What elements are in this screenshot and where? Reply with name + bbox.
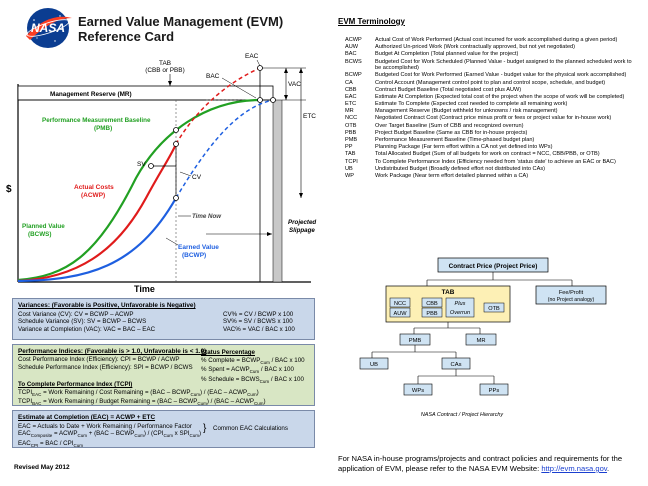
term-abbr: ETC — [345, 101, 357, 108]
term-otb — [345, 123, 635, 130]
term-abbr: PMB — [345, 137, 358, 144]
svg-text:WPs: WPs — [411, 388, 425, 394]
svg-text:OTB: OTB — [488, 306, 500, 312]
evm-website-note: For NASA in-house programs/projects and contract policies and requirements for the application of EVM, please refer to the NASA EVM Website: http://evm.nasa.gov. — [338, 454, 623, 473]
title-line-2: Reference Card — [78, 29, 175, 44]
pmb-abbr: (PMB) — [94, 125, 113, 132]
term-definition: Undistributed Budget (Broadly defined effort not distributed into CAs) — [375, 165, 545, 172]
term-definition: Contract Budget Baseline (Total negotiated cost plus AUW) — [375, 86, 522, 93]
term-pmb — [345, 137, 635, 144]
term-definition: Budget At Completion (Total planned value for the project) — [375, 51, 519, 58]
term-abbr: AUW — [345, 44, 359, 51]
term-abbr: MR — [345, 108, 354, 115]
pv-abbr: (BCWS) — [28, 231, 52, 238]
term-definition: Budgeted Cost for Work Performed (Earned Value - budget value for the physical work accomplished) — [375, 72, 627, 79]
svg-text:MR: MR — [476, 338, 486, 344]
terminology-list — [345, 37, 635, 180]
eac-box — [12, 410, 315, 448]
term-definition: Actual Cost of Work Performed (Actual cost incurred for work accomplished during a given period) — [375, 37, 618, 43]
term-ca — [345, 80, 635, 87]
term-ub — [345, 166, 635, 173]
term-abbr: BAC — [345, 51, 357, 58]
ev-label: Earned Value — [178, 244, 219, 251]
mr-label: Management Reserve (MR) — [50, 91, 132, 98]
bac-label: BAC — [206, 73, 220, 80]
svg-text:TAB: TAB — [441, 289, 455, 296]
page-title — [78, 14, 283, 44]
eac-formula-1: EAC = Actuals to Date + Work Remaining / Performance Factor — [18, 422, 192, 430]
eac-formula-2: $EAC_{Composite}$ = $ACWP_{Cum} + (BAC$ – $BCWP_{Cum}) / (CPI_{Cum}$ x $SPI_{Cum}$) — [18, 430, 202, 439]
cpi-formula: Cost Performance Index (Efficiency): CPI = BCWP / ACWP — [18, 356, 180, 363]
term-definition: Negotiated Contract Cost (Contract price minus profit or fees or project value for in-house work) — [375, 115, 612, 122]
svg-text:Overrun: Overrun — [449, 310, 471, 316]
cv-label: CV — [192, 174, 202, 181]
evm-website-link[interactable]: http://evm.nasa.gov — [541, 464, 608, 473]
term-cbb — [345, 87, 635, 94]
svg-text:Plus: Plus — [454, 301, 466, 307]
ev-abbr: (BCWP) — [182, 252, 207, 259]
svg-text:PBB: PBB — [426, 311, 438, 317]
ac-label: Actual Costs — [74, 184, 114, 191]
time-now-label: Time Now — [192, 213, 222, 220]
term-abbr: EAC — [345, 93, 357, 100]
nasa-logo — [22, 6, 74, 50]
eac-formula-3: $EAC_{CPI}$ = BAC / $CPI_{Cum}$ — [18, 440, 84, 449]
projected-label: Projected — [288, 219, 317, 226]
eac-heading: Estimate at Completion (EAC) = ACWP + ETC — [18, 414, 156, 421]
variance-row: Variance at Completion (VAC): VAC = BAC – EAC VAC% = VAC / BAC x 100 — [18, 325, 295, 333]
term-definition: Over Target Baseline (Sum of CBB and recognized overrun) — [375, 122, 524, 129]
term-pp — [345, 144, 635, 151]
acwp-point — [174, 142, 179, 147]
term-bac — [345, 51, 635, 58]
term-abbr: ACWP — [345, 37, 362, 43]
svg-text:CBB: CBB — [426, 301, 438, 307]
slippage-label: Slippage — [289, 227, 315, 234]
hierarchy-caption: NASA Contract / Project Hierarchy — [420, 412, 504, 418]
revised-date: Revised May 2012 — [14, 464, 70, 471]
variances-box — [12, 298, 315, 340]
sv-label: SV — [137, 161, 146, 168]
term-abbr: TCPI — [345, 158, 358, 165]
common-eac-label: Common EAC Calculations — [213, 425, 288, 432]
vac-label: VAC — [288, 81, 301, 88]
indices-heading: Performance Indices: (Favorable is > 1.0, Unfavorable is < 1.0) — [18, 348, 207, 355]
term-definition: Management Reserve (Budget withheld for unknowns / risk management) — [375, 108, 558, 115]
variances-heading: Variances: (Favorable is Positive, Unfavorable is Negative) — [18, 302, 196, 309]
ac-abbr: (ACWP) — [81, 192, 106, 199]
evm-chart — [6, 48, 328, 294]
term-definition: Performance Measurement Baseline (Time-phased budget plan) — [375, 137, 535, 144]
term-ncc — [345, 115, 635, 122]
term-auw — [345, 44, 635, 51]
term-abbr: CA — [345, 79, 353, 86]
term-definition: Work Package (Near term effort detailed planned within a CA) — [375, 172, 529, 179]
term-bcwp — [345, 72, 635, 79]
earned-value-projection — [176, 100, 273, 198]
term-pbb — [345, 130, 635, 137]
term-definition: Total Allocated Budget (Sum of all budgets for work on contract = NCC, CBB/PBB, or OTB) — [375, 151, 600, 158]
svg-text:PMB: PMB — [408, 338, 422, 344]
tab-sub-label: (CBB or PBB) — [145, 67, 185, 74]
planned-value-curve — [18, 100, 260, 280]
term-abbr: BCWS — [345, 58, 362, 65]
variance-row: Cost Variance (CV): CV = BCWP – ACWP CV% = CV / BCWP x 100 — [18, 310, 294, 318]
svg-text:AUW: AUW — [393, 311, 407, 317]
pmb-label: Performance Measurement Baseline — [42, 117, 151, 124]
svg-text:PPs: PPs — [488, 388, 500, 394]
tab-label: TAB — [159, 60, 171, 67]
bcws-point — [174, 128, 179, 133]
term-definition: Authorized Un-priced Work (Work contractually approved, but not yet negotiated) — [375, 44, 576, 51]
term-abbr: BCWP — [345, 72, 362, 79]
nasa-logo-text: NASA — [30, 21, 66, 35]
term-etc — [345, 101, 635, 108]
term-abbr: OTB — [345, 122, 357, 129]
term-definition: Estimate At Completion (Expected total cost of the project when the scope of work will be completed) — [375, 93, 625, 100]
term-abbr: WP — [345, 172, 355, 179]
performance-indices-box — [12, 344, 315, 406]
term-wp — [345, 173, 635, 180]
term-abbr: PP — [345, 144, 353, 151]
svg-text:NCC: NCC — [393, 301, 407, 307]
spi-formula: Schedule Performance Index (Efficiency): SPI = BCWP / BCWS — [18, 363, 193, 371]
x-axis-label: Time — [134, 284, 155, 294]
bac-point — [258, 98, 263, 103]
variance-row: Schedule Variance (SV): SV = BCWP – BCWS SV% = SV / BCWS x 100 — [18, 318, 293, 326]
svg-text:UB: UB — [369, 362, 379, 368]
svg-text:Fee/Profit: Fee/Profit — [558, 290, 584, 296]
svg-text:Contract Price (Project Price): Contract Price (Project Price) — [448, 263, 538, 270]
pv-label: Planned Value — [22, 223, 65, 230]
term-tcpi — [345, 159, 635, 166]
term-definition: Project Budget Baseline (Same as CBB for in-house projects) — [375, 129, 528, 136]
term-bcws — [345, 59, 635, 72]
etc-label: ETC — [303, 113, 316, 120]
title-line-1: Earned Value Management (EVM) — [78, 14, 284, 29]
eac-label: EAC — [245, 53, 259, 60]
eac-brace: } — [203, 423, 207, 434]
contract-hierarchy-diagram — [369, 256, 642, 421]
tcpi-section: To Complete Performance Index (TCPI) $TCPI_{EAC}$ = Work Remaining / Cost Remaining = $(BAC - BCWP_{Cum}) / (EAC$ – $ACWP_{Cum}$) $TCPI_{BAC}$ = Work Remaining / Budget Remaining = $(BAC - BCWP_{Cum}) / (BAC$ – $ACWP_{Cum}$) — [18, 381, 266, 407]
svg-text:CAs: CAs — [450, 362, 462, 368]
term-abbr: CBB — [345, 86, 357, 93]
term-acwp — [345, 37, 635, 44]
term-definition: To Complete Performance Index (Efficiency needed from 'status date' to achieve an EAC or BAC) — [375, 158, 616, 165]
term-abbr: NCC — [345, 115, 358, 122]
term-abbr: PBB — [345, 129, 357, 136]
terminology-title: EVM Terminology — [338, 17, 405, 26]
y-axis-label: $ — [6, 184, 12, 195]
term-eac — [345, 94, 635, 101]
status-percentage: Status Percentage % Complete = $BCWP_{Cum}$ / BAC x 100 % Spent = $ACWP_{Cum}$ / BAC x 100 % Schedule = $BCWS_{Cum}$ / BAC x 100 — [201, 349, 305, 385]
term-definition: Control Account (Management control point to plan and control scope, schedule, and budget) — [375, 79, 606, 86]
term-definition: Budgeted Cost for Work Scheduled (Planned Value - budget assigned to the planned scheduled work to be accomplished) — [375, 58, 632, 72]
term-definition: Planning Package (Far term effort within a CA not yet defined into WPs) — [375, 144, 553, 151]
term-tab — [345, 151, 635, 158]
term-abbr: TAB — [345, 151, 356, 158]
term-abbr: UB — [345, 165, 353, 172]
projected-slippage-bar — [273, 100, 282, 282]
svg-text:(no Project analogy): (no Project analogy) — [547, 297, 595, 303]
eac-point — [258, 66, 263, 71]
term-definition: Estimate To Complete (Expected cost needed to complete all remaining work) — [375, 101, 568, 108]
term-mr — [345, 108, 635, 115]
bcwp-point — [174, 196, 179, 201]
